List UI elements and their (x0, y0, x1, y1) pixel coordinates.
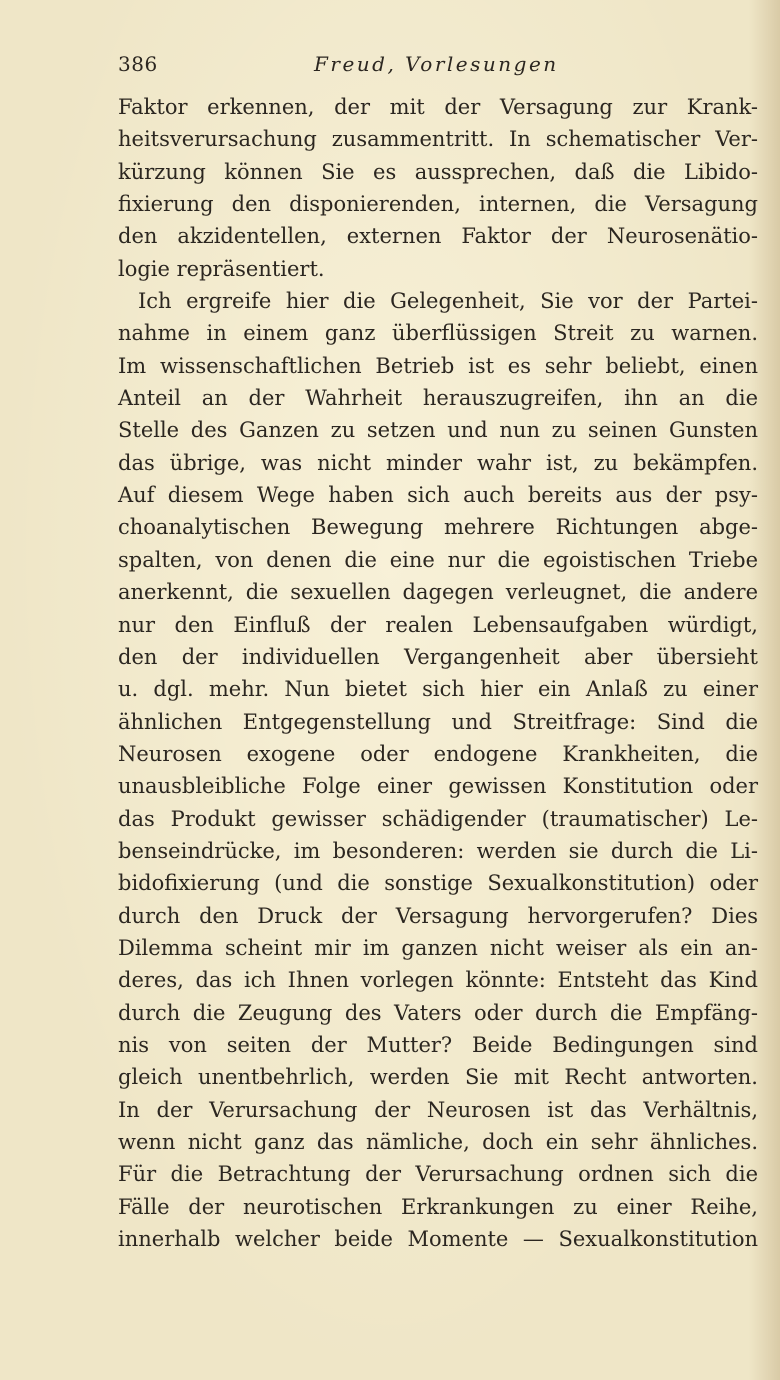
text-line: innerhalb welcher beide Momente — Sexualkonstitution (118, 1227, 758, 1252)
text-line: nis von seiten der Mutter? Beide Bedingungen sind (118, 1032, 758, 1057)
text-line: deres, das ich Ihnen vorlegen könnte: Entsteht das Kind (118, 968, 758, 993)
text-line: bidofixierung (und die sonstige Sexualkonstitution) oder (118, 871, 758, 896)
running-title: Freud, Vorlesungen (314, 52, 559, 76)
text-line: durch den Druck der Versagung hervorgerufen? Dies (118, 903, 758, 928)
body-text (118, 91, 758, 1255)
text-line: Neurosen exogene oder endogene Krankheiten, die (118, 741, 758, 766)
text-line: unausbleibliche Folge einer gewissen Konstitution oder (118, 774, 758, 799)
text-line: Stelle des Ganzen zu setzen und nun zu seinen Gunsten (118, 418, 758, 443)
text-line: Faktor erkennen, der mit der Versagung zur Krank- (118, 95, 758, 119)
text-line: logie repräsentiert. (118, 256, 325, 281)
text-line: Ich ergreife hier die Gelegenheit, Sie vor der Partei- (138, 289, 758, 314)
text-line: durch die Zeugung des Vaters oder durch die Empfäng- (118, 1000, 758, 1025)
page-number: 386 (118, 52, 158, 76)
text-line: Dilemma scheint mir im ganzen nicht weiser als ein an- (118, 935, 758, 960)
text-line: nur den Einfluß der realen Lebensaufgaben würdigt, (118, 612, 758, 637)
text-line: Für die Betrachtung der Verursachung ordnen sich die (118, 1162, 758, 1187)
text-line: u. dgl. mehr. Nun bietet sich hier ein Anlaß zu einer (118, 677, 758, 702)
text-line: anerkennt, die sexuellen dagegen verleugnet, die andere (118, 580, 758, 605)
text-line: benseindrücke, im besonderen: werden sie durch die Li- (118, 838, 758, 863)
text-line: In der Verursachung der Neurosen ist das Verhältnis, (118, 1097, 758, 1122)
text-line: das übrige, was nicht minder wahr ist, zu bekämpfen. (118, 450, 758, 475)
page-header (118, 52, 748, 86)
text-line: ähnlichen Entgegenstellung und Streitfrage: Sind die (118, 709, 758, 734)
text-line: choanalytischen Bewegung mehrere Richtungen abge- (118, 515, 758, 540)
text-line: kürzung können Sie es aussprechen, daß die Libido- (118, 159, 758, 184)
text-line: fixierung den disponierenden, internen, die Versagung (118, 192, 758, 217)
text-line: das Produkt gewisser schädigender (traumatischer) Le- (118, 806, 758, 831)
text-line: Anteil an der Wahrheit herauszugreifen, ihn an die (118, 386, 758, 411)
text-line: wenn nicht ganz das nämliche, doch ein sehr ähnliches. (118, 1130, 758, 1154)
text-line: spalten, von denen die eine nur die egoistischen Triebe (118, 547, 758, 572)
text-line: Fälle der neurotischen Erkrankungen zu einer Reihe, (118, 1194, 758, 1219)
text-line: Auf diesem Wege haben sich auch bereits aus der psy- (118, 483, 758, 508)
text-line: nahme in einem ganz überflüssigen Streit zu warnen. (118, 321, 758, 346)
text-line: Im wissenschaftlichen Betrieb ist es sehr beliebt, einen (118, 353, 758, 378)
text-line: gleich unentbehrlich, werden Sie mit Recht antworten. (118, 1065, 758, 1090)
text-line: heitsverursachung zusammentritt. In schematischer Ver- (118, 127, 758, 152)
text-line: den akzidentellen, externen Faktor der Neurosenätio- (118, 224, 758, 249)
text-line: den der individuellen Vergangenheit aber übersieht (118, 644, 758, 669)
